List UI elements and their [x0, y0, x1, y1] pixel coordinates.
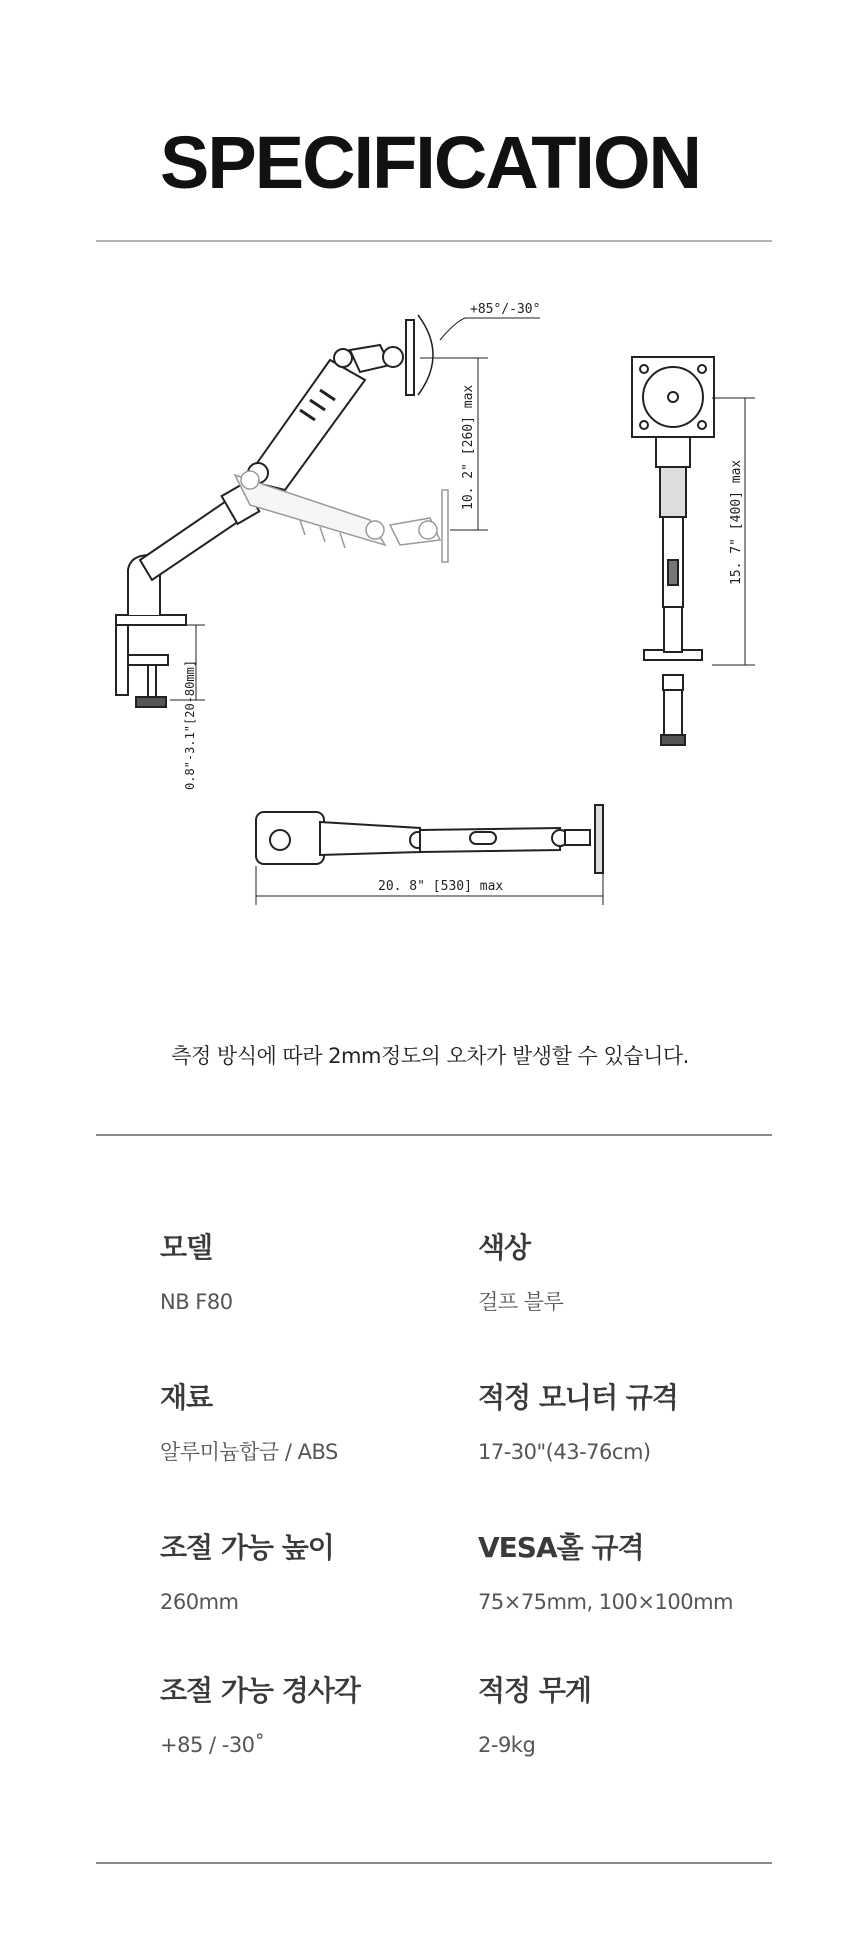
side-view-drawing — [116, 315, 448, 707]
spec-value: 17-30"(43-76cm) — [478, 1440, 651, 1464]
spec-value: 알루미늄합금 / ABS — [160, 1440, 338, 1464]
spec-value: +85 / -30˚ — [160, 1733, 265, 1757]
reach-label: 20. 8" [530] max — [378, 879, 504, 894]
spec-color — [478, 1230, 563, 1316]
spec-value: 2-9kg — [478, 1733, 536, 1757]
spec-material — [160, 1380, 338, 1466]
side-height-dimension — [420, 358, 488, 530]
spec-value: 260mm — [160, 1590, 239, 1614]
spec-label: 적정 무게 — [478, 1674, 591, 1707]
bottom-divider — [96, 1862, 772, 1864]
page-title: SPECIFICATION — [160, 121, 700, 204]
product-dimension-diagram — [0, 0, 860, 960]
tilt-dimension — [440, 318, 540, 340]
spec-vesa — [478, 1530, 733, 1616]
side-height-label: 10. 2" [260] max — [461, 384, 476, 510]
middle-divider — [96, 1134, 772, 1136]
spec-value: NB F80 — [160, 1290, 233, 1314]
spec-model — [160, 1230, 233, 1316]
spec-label: 색상 — [478, 1231, 531, 1264]
spec-label: 적정 모니터 규격 — [478, 1381, 678, 1414]
spec-monitor-size — [478, 1380, 678, 1466]
spec-weight — [478, 1673, 591, 1759]
clamp-label: 0.8"-3.1"[20-80mm] — [183, 659, 197, 790]
spec-label: VESA홀 규격 — [478, 1531, 644, 1564]
top-view-drawing — [256, 805, 603, 873]
front-view-drawing — [632, 357, 714, 745]
spec-label: 조절 가능 높이 — [160, 1531, 334, 1564]
measurement-note: 측정 방식에 따라 2mm정도의 오차가 발생할 수 있습니다. — [171, 1044, 689, 1068]
spec-label: 모델 — [160, 1231, 213, 1264]
spec-tilt — [160, 1673, 360, 1759]
spec-label: 조절 가능 경사각 — [160, 1674, 360, 1707]
front-height-label: 15. 7" [400] max — [729, 459, 744, 585]
tilt-label: +85°/-30° — [470, 302, 541, 317]
spec-value: 75×75mm, 100×100mm — [478, 1590, 733, 1614]
spec-value: 걸프 블루 — [478, 1290, 564, 1314]
spec-height — [160, 1530, 334, 1616]
spec-label: 재료 — [160, 1381, 213, 1414]
